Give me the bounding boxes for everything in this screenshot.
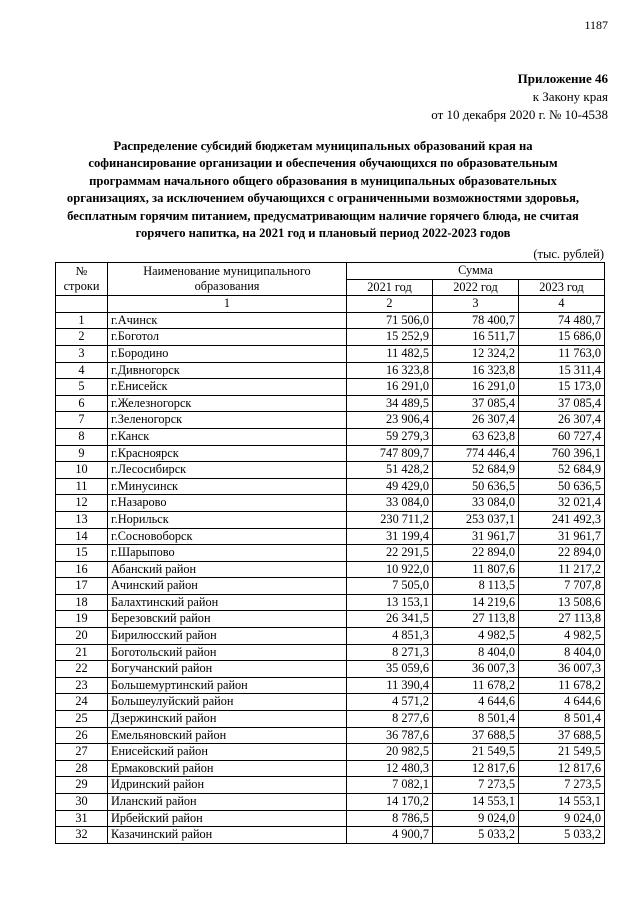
amount-2021-cell: 4 851,3	[347, 628, 433, 645]
municipality-cell: г.Енисейск	[108, 379, 347, 396]
amount-2023-cell: 4 982,5	[519, 628, 605, 645]
amount-2021-cell: 71 506,0	[347, 312, 433, 329]
table-row	[56, 677, 605, 694]
row-number-cell: 26	[56, 727, 108, 744]
row-number-cell: 12	[56, 495, 108, 512]
table-row	[56, 810, 605, 827]
header-index-1: 1	[108, 296, 347, 313]
amount-2023-cell: 15 686,0	[519, 329, 605, 346]
row-number-cell: 30	[56, 794, 108, 811]
table-row	[56, 462, 605, 479]
row-number-cell: 7	[56, 412, 108, 429]
amount-2022-cell: 5 033,2	[433, 827, 519, 844]
municipality-cell: Дзержинский район	[108, 711, 347, 728]
amount-2022-cell: 14 219,6	[433, 594, 519, 611]
page-number: 1187	[584, 18, 608, 32]
row-number-cell: 5	[56, 379, 108, 396]
amount-2023-cell: 52 684,9	[519, 462, 605, 479]
municipality-cell: Балахтинский район	[108, 594, 347, 611]
amount-2021-cell: 10 922,0	[347, 561, 433, 578]
table-row	[56, 628, 605, 645]
amount-2021-cell: 7 082,1	[347, 777, 433, 794]
table-row	[56, 312, 605, 329]
row-number-cell: 22	[56, 661, 108, 678]
amount-2023-cell: 5 033,2	[519, 827, 605, 844]
amount-2021-cell: 16 291,0	[347, 379, 433, 396]
table-row	[56, 711, 605, 728]
header-num-line-2: строки	[63, 279, 100, 294]
amount-2022-cell: 26 307,4	[433, 412, 519, 429]
row-number-cell: 1	[56, 312, 108, 329]
amount-2022-cell: 37 688,5	[433, 727, 519, 744]
table-row	[56, 727, 605, 744]
municipality-cell: Емельяновский район	[108, 727, 347, 744]
municipality-cell: г.Шарыпово	[108, 545, 347, 562]
municipality-cell: г.Сосновоборск	[108, 528, 347, 545]
amount-2023-cell: 27 113,8	[519, 611, 605, 628]
table-row	[56, 794, 605, 811]
amount-2023-cell: 11 678,2	[519, 677, 605, 694]
municipality-cell: Большеулуйский район	[108, 694, 347, 711]
municipality-cell: Боготольский район	[108, 644, 347, 661]
municipality-cell: г.Бородино	[108, 345, 347, 362]
table-row	[56, 528, 605, 545]
amount-2023-cell: 50 636,5	[519, 478, 605, 495]
table-row	[56, 561, 605, 578]
municipality-cell: г.Дивногорск	[108, 362, 347, 379]
row-number-cell: 6	[56, 395, 108, 412]
header-name-line-1: Наименование муниципального	[143, 263, 311, 278]
municipality-cell: Идринский район	[108, 777, 347, 794]
amount-2022-cell: 8 501,4	[433, 711, 519, 728]
table-row	[56, 329, 605, 346]
amount-2022-cell: 27 113,8	[433, 611, 519, 628]
amount-2022-cell: 12 817,6	[433, 760, 519, 777]
header-num-line-1: №	[75, 263, 88, 278]
header-municipality	[108, 263, 347, 296]
amount-2023-cell: 11 217,2	[519, 561, 605, 578]
title-line: организациях, за исключением обучающихся с ограниченными возможностями здоровья,	[66, 191, 580, 206]
amount-2021-cell: 13 153,1	[347, 594, 433, 611]
municipality-cell: Бирилюсский район	[108, 628, 347, 645]
amount-2023-cell: 21 549,5	[519, 744, 605, 761]
row-number-cell: 20	[56, 628, 108, 645]
table-row	[56, 578, 605, 595]
amount-2022-cell: 4 982,5	[433, 628, 519, 645]
amount-2022-cell: 11 678,2	[433, 677, 519, 694]
amount-2021-cell: 747 809,7	[347, 445, 433, 462]
amount-2021-cell: 11 390,4	[347, 677, 433, 694]
document-title	[58, 138, 588, 242]
table-row	[56, 511, 605, 528]
row-number-cell: 28	[56, 760, 108, 777]
amount-2022-cell: 4 644,6	[433, 694, 519, 711]
amount-2023-cell: 15 173,0	[519, 379, 605, 396]
municipality-cell: Казачинский район	[108, 827, 347, 844]
row-number-cell: 27	[56, 744, 108, 761]
amount-2021-cell: 20 982,5	[347, 744, 433, 761]
amount-2021-cell: 4 571,2	[347, 694, 433, 711]
amount-2023-cell: 15 311,4	[519, 362, 605, 379]
amount-2023-cell: 37 085,4	[519, 395, 605, 412]
row-number-cell: 19	[56, 611, 108, 628]
amount-2023-cell: 9 024,0	[519, 810, 605, 827]
municipality-cell: Богучанский район	[108, 661, 347, 678]
amount-2021-cell: 22 291,5	[347, 545, 433, 562]
title-line: бесплатным горячим питанием, предусматривающим наличие горячего блюда, не считая	[67, 208, 579, 223]
amount-2022-cell: 37 085,4	[433, 395, 519, 412]
amount-2021-cell: 14 170,2	[347, 794, 433, 811]
amount-2021-cell: 34 489,5	[347, 395, 433, 412]
units-label: (тыс. рублей)	[533, 247, 604, 261]
appendix-block	[431, 70, 608, 124]
row-number-cell: 24	[56, 694, 108, 711]
municipality-cell: Ирбейский район	[108, 810, 347, 827]
amount-2023-cell: 14 553,1	[519, 794, 605, 811]
table-row	[56, 395, 605, 412]
amount-2021-cell: 33 084,0	[347, 495, 433, 512]
table-row	[56, 827, 605, 844]
table-row	[56, 694, 605, 711]
amount-2023-cell: 26 307,4	[519, 412, 605, 429]
amount-2022-cell: 8 113,5	[433, 578, 519, 595]
row-number-cell: 3	[56, 345, 108, 362]
table-row	[56, 362, 605, 379]
table-row	[56, 644, 605, 661]
amount-2023-cell: 12 817,6	[519, 760, 605, 777]
municipality-cell: Ермаковский район	[108, 760, 347, 777]
municipality-cell: г.Назарово	[108, 495, 347, 512]
row-number-cell: 13	[56, 511, 108, 528]
amount-2021-cell: 35 059,6	[347, 661, 433, 678]
table-row	[56, 777, 605, 794]
table-row	[56, 345, 605, 362]
header-year-2022: 2022 год	[433, 279, 519, 296]
amount-2022-cell: 11 807,6	[433, 561, 519, 578]
amount-2021-cell: 7 505,0	[347, 578, 433, 595]
amount-2023-cell: 7 707,8	[519, 578, 605, 595]
amount-2023-cell: 4 644,6	[519, 694, 605, 711]
municipality-cell: Иланский район	[108, 794, 347, 811]
row-number-cell: 10	[56, 462, 108, 479]
title-line: софинансирование организации и обеспечения обучающихся по образовательным	[88, 156, 558, 171]
amount-2022-cell: 36 007,3	[433, 661, 519, 678]
amount-2021-cell: 11 482,5	[347, 345, 433, 362]
row-number-cell: 17	[56, 578, 108, 595]
row-number-cell: 8	[56, 428, 108, 445]
amount-2021-cell: 31 199,4	[347, 528, 433, 545]
municipality-cell: Ачинский район	[108, 578, 347, 595]
row-number-cell: 9	[56, 445, 108, 462]
amount-2021-cell: 59 279,3	[347, 428, 433, 445]
table-row	[56, 594, 605, 611]
amount-2022-cell: 52 684,9	[433, 462, 519, 479]
row-number-cell: 14	[56, 528, 108, 545]
municipality-cell: Большемуртинский район	[108, 677, 347, 694]
amount-2021-cell: 23 906,4	[347, 412, 433, 429]
amount-2023-cell: 22 894,0	[519, 545, 605, 562]
municipality-cell: Енисейский район	[108, 744, 347, 761]
row-number-cell: 11	[56, 478, 108, 495]
amount-2023-cell: 8 404,0	[519, 644, 605, 661]
row-number-cell: 31	[56, 810, 108, 827]
amount-2021-cell: 8 786,5	[347, 810, 433, 827]
table-row	[56, 478, 605, 495]
amount-2022-cell: 78 400,7	[433, 312, 519, 329]
amount-2022-cell: 7 273,5	[433, 777, 519, 794]
table-row	[56, 760, 605, 777]
amount-2023-cell: 60 727,4	[519, 428, 605, 445]
amount-2023-cell: 241 492,3	[519, 511, 605, 528]
amount-2023-cell: 13 508,6	[519, 594, 605, 611]
header-row-number	[56, 263, 108, 296]
title-line: Распределение субсидий бюджетам муниципальных образований края на	[113, 139, 533, 153]
amount-2021-cell: 36 787,6	[347, 727, 433, 744]
municipality-cell: Березовский район	[108, 611, 347, 628]
amount-2022-cell: 50 636,5	[433, 478, 519, 495]
amount-2022-cell: 8 404,0	[433, 644, 519, 661]
row-number-cell: 23	[56, 677, 108, 694]
amount-2023-cell: 8 501,4	[519, 711, 605, 728]
municipality-cell: г.Красноярск	[108, 445, 347, 462]
header-index-4: 4	[519, 296, 605, 313]
amount-2023-cell: 7 273,5	[519, 777, 605, 794]
table-row	[56, 445, 605, 462]
table-row	[56, 611, 605, 628]
amount-2021-cell: 8 277,6	[347, 711, 433, 728]
amount-2021-cell: 51 428,2	[347, 462, 433, 479]
table-row	[56, 428, 605, 445]
row-number-cell: 2	[56, 329, 108, 346]
amount-2022-cell: 253 037,1	[433, 511, 519, 528]
subsidy-table	[55, 262, 605, 844]
amount-2021-cell: 49 429,0	[347, 478, 433, 495]
amount-2022-cell: 22 894,0	[433, 545, 519, 562]
amount-2022-cell: 12 324,2	[433, 345, 519, 362]
municipality-cell: г.Минусинск	[108, 478, 347, 495]
row-number-cell: 29	[56, 777, 108, 794]
row-number-cell: 15	[56, 545, 108, 562]
amount-2023-cell: 74 480,7	[519, 312, 605, 329]
amount-2022-cell: 63 623,8	[433, 428, 519, 445]
appendix-line-1: к Закону края	[532, 89, 608, 104]
municipality-cell: г.Зеленогорск	[108, 412, 347, 429]
amount-2023-cell: 31 961,7	[519, 528, 605, 545]
municipality-cell: г.Железногорск	[108, 395, 347, 412]
municipality-cell: г.Лесосибирск	[108, 462, 347, 479]
municipality-cell: г.Ачинск	[108, 312, 347, 329]
amount-2022-cell: 33 084,0	[433, 495, 519, 512]
table-row	[56, 661, 605, 678]
appendix-line-2: от 10 декабря 2020 г. № 10-4538	[431, 107, 608, 122]
amount-2022-cell: 21 549,5	[433, 744, 519, 761]
table-row	[56, 412, 605, 429]
row-number-cell: 32	[56, 827, 108, 844]
amount-2022-cell: 14 553,1	[433, 794, 519, 811]
amount-2021-cell: 16 323,8	[347, 362, 433, 379]
row-number-cell: 4	[56, 362, 108, 379]
table-row	[56, 545, 605, 562]
municipality-cell: г.Боготол	[108, 329, 347, 346]
amount-2022-cell: 31 961,7	[433, 528, 519, 545]
amount-2023-cell: 11 763,0	[519, 345, 605, 362]
row-number-cell: 21	[56, 644, 108, 661]
table-row	[56, 379, 605, 396]
table-row	[56, 495, 605, 512]
amount-2021-cell: 230 711,2	[347, 511, 433, 528]
amount-2021-cell: 26 341,5	[347, 611, 433, 628]
amount-2022-cell: 16 323,8	[433, 362, 519, 379]
row-number-cell: 18	[56, 594, 108, 611]
municipality-cell: Абанский район	[108, 561, 347, 578]
title-line: программам начального общего образования в муниципальных образовательных	[89, 173, 557, 188]
header-year-2021: 2021 год	[347, 279, 433, 296]
amount-2021-cell: 15 252,9	[347, 329, 433, 346]
header-year-2023: 2023 год	[519, 279, 605, 296]
amount-2023-cell: 37 688,5	[519, 727, 605, 744]
row-number-cell: 16	[56, 561, 108, 578]
table-row	[56, 744, 605, 761]
amount-2021-cell: 8 271,3	[347, 644, 433, 661]
header-name-line-2: образования	[194, 279, 260, 294]
header-index-blank	[56, 296, 108, 313]
amount-2022-cell: 16 291,0	[433, 379, 519, 396]
amount-2023-cell: 36 007,3	[519, 661, 605, 678]
amount-2023-cell: 32 021,4	[519, 495, 605, 512]
row-number-cell: 25	[56, 711, 108, 728]
appendix-title: Приложение 46	[517, 71, 608, 86]
amount-2021-cell: 12 480,3	[347, 760, 433, 777]
header-index-3: 3	[433, 296, 519, 313]
title-line: горячего напитка, на 2021 год и плановый период 2022-2023 годов	[135, 226, 511, 241]
municipality-cell: г.Норильск	[108, 511, 347, 528]
amount-2021-cell: 4 900,7	[347, 827, 433, 844]
header-sum: Сумма	[347, 263, 605, 280]
amount-2022-cell: 16 511,7	[433, 329, 519, 346]
amount-2022-cell: 9 024,0	[433, 810, 519, 827]
table-body	[56, 312, 605, 843]
municipality-cell: г.Канск	[108, 428, 347, 445]
amount-2022-cell: 774 446,4	[433, 445, 519, 462]
header-index-2: 2	[347, 296, 433, 313]
amount-2023-cell: 760 396,1	[519, 445, 605, 462]
